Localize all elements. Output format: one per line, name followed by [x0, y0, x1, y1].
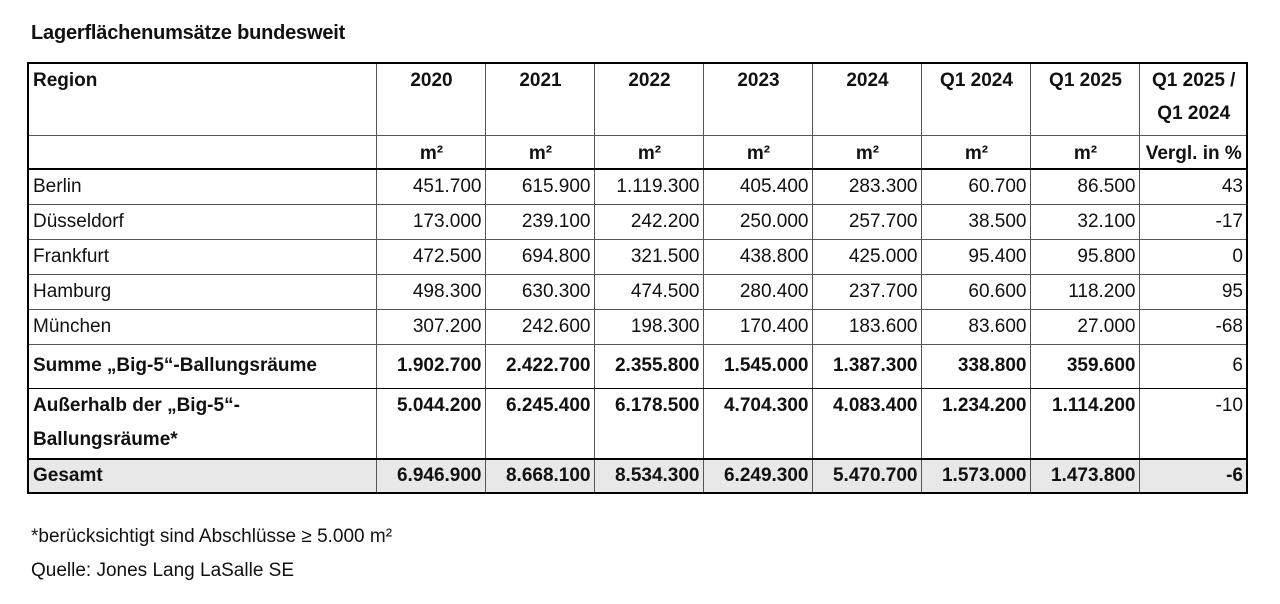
value-cell: 60.600 — [921, 274, 1030, 309]
source-note: Quelle: Jones Lang LaSalle SE — [31, 560, 295, 581]
region-cell: Düsseldorf — [28, 204, 376, 239]
value-cell: 2.422.700 — [485, 344, 594, 388]
value-cell: 170.400 — [703, 309, 812, 344]
value-cell: 4.704.300 — [703, 388, 812, 459]
data-table — [27, 62, 1248, 494]
header-row — [28, 63, 1247, 135]
unit-row — [28, 135, 1247, 169]
table-row — [28, 204, 1247, 239]
value-cell: 250.000 — [703, 204, 812, 239]
region-cell: Gesamt — [28, 459, 376, 493]
value-cell: 5.044.200 — [376, 388, 485, 459]
value-cell: 242.200 — [594, 204, 703, 239]
region-cell: Summe „Big-5“-Ballungsräume — [28, 344, 376, 388]
unit-change: Vergl. in % — [1139, 135, 1247, 169]
value-cell: 237.700 — [812, 274, 921, 309]
header-region: Region — [28, 63, 376, 135]
value-cell: 173.000 — [376, 204, 485, 239]
value-cell: 27.000 — [1030, 309, 1139, 344]
value-cell: 6.946.900 — [376, 459, 485, 493]
header-year: 2020 — [376, 63, 485, 135]
value-cell: 1.473.800 — [1030, 459, 1139, 493]
table-row — [28, 388, 1247, 459]
change-cell: -68 — [1139, 309, 1247, 344]
table-row — [28, 309, 1247, 344]
region-cell: München — [28, 309, 376, 344]
value-cell: 425.000 — [812, 239, 921, 274]
value-cell: 118.200 — [1030, 274, 1139, 309]
header-change-line1: Q1 2025 / — [1152, 70, 1236, 91]
header-change-line2: Q1 2024 — [1157, 103, 1231, 124]
value-cell: 1.545.000 — [703, 344, 812, 388]
unit-cell: m² — [376, 135, 485, 169]
value-cell: 239.100 — [485, 204, 594, 239]
value-cell: 307.200 — [376, 309, 485, 344]
value-cell: 359.600 — [1030, 344, 1139, 388]
value-cell: 95.800 — [1030, 239, 1139, 274]
value-cell: 451.700 — [376, 169, 485, 204]
value-cell: 438.800 — [703, 239, 812, 274]
header-year: 2024 — [812, 63, 921, 135]
value-cell: 4.083.400 — [812, 388, 921, 459]
value-cell: 86.500 — [1030, 169, 1139, 204]
value-cell: 8.534.300 — [594, 459, 703, 493]
value-cell: 280.400 — [703, 274, 812, 309]
value-cell: 6.178.500 — [594, 388, 703, 459]
value-cell: 1.387.300 — [812, 344, 921, 388]
change-cell: 95 — [1139, 274, 1247, 309]
table-row — [28, 344, 1247, 388]
value-cell: 183.600 — [812, 309, 921, 344]
table-row — [28, 239, 1247, 274]
table-row — [28, 169, 1247, 204]
unit-cell: m² — [594, 135, 703, 169]
region-cell: Außerhalb der „Big-5“-Ballungsräume* — [28, 388, 376, 459]
value-cell: 5.470.700 — [812, 459, 921, 493]
change-cell: 43 — [1139, 169, 1247, 204]
value-cell: 283.300 — [812, 169, 921, 204]
change-cell: 6 — [1139, 344, 1247, 388]
table-row — [28, 459, 1247, 493]
header-quarter: Q1 2025 — [1030, 63, 1139, 135]
value-cell: 474.500 — [594, 274, 703, 309]
value-cell: 257.700 — [812, 204, 921, 239]
unit-empty — [28, 135, 376, 169]
value-cell: 615.900 — [485, 169, 594, 204]
region-cell: Berlin — [28, 169, 376, 204]
value-cell: 32.100 — [1030, 204, 1139, 239]
header-year: 2023 — [703, 63, 812, 135]
value-cell: 6.249.300 — [703, 459, 812, 493]
value-cell: 95.400 — [921, 239, 1030, 274]
change-cell: -17 — [1139, 204, 1247, 239]
value-cell: 198.300 — [594, 309, 703, 344]
unit-cell: m² — [703, 135, 812, 169]
change-cell: -6 — [1139, 459, 1247, 493]
value-cell: 242.600 — [485, 309, 594, 344]
unit-cell: m² — [812, 135, 921, 169]
header-change — [1139, 63, 1247, 135]
value-cell: 1.119.300 — [594, 169, 703, 204]
value-cell: 498.300 — [376, 274, 485, 309]
unit-cell: m² — [485, 135, 594, 169]
notes — [31, 520, 392, 588]
table-row — [28, 274, 1247, 309]
table-title: Lagerflächenumsätze bundesweit — [31, 22, 346, 44]
header-year: 2022 — [594, 63, 703, 135]
value-cell: 1.902.700 — [376, 344, 485, 388]
value-cell: 8.668.100 — [485, 459, 594, 493]
region-cell: Frankfurt — [28, 239, 376, 274]
unit-cell: m² — [921, 135, 1030, 169]
value-cell: 1.114.200 — [1030, 388, 1139, 459]
header-quarter: Q1 2024 — [921, 63, 1030, 135]
value-cell: 6.245.400 — [485, 388, 594, 459]
value-cell: 338.800 — [921, 344, 1030, 388]
value-cell: 2.355.800 — [594, 344, 703, 388]
value-cell: 38.500 — [921, 204, 1030, 239]
value-cell: 472.500 — [376, 239, 485, 274]
value-cell: 405.400 — [703, 169, 812, 204]
value-cell: 60.700 — [921, 169, 1030, 204]
header-year: 2021 — [485, 63, 594, 135]
change-cell: 0 — [1139, 239, 1247, 274]
value-cell: 1.234.200 — [921, 388, 1030, 459]
value-cell: 83.600 — [921, 309, 1030, 344]
value-cell: 1.573.000 — [921, 459, 1030, 493]
change-cell: -10 — [1139, 388, 1247, 459]
footnote: *berücksichtigt sind Abschlüsse ≥ 5.000 m² — [31, 526, 393, 547]
value-cell: 694.800 — [485, 239, 594, 274]
value-cell: 321.500 — [594, 239, 703, 274]
unit-cell: m² — [1030, 135, 1139, 169]
value-cell: 630.300 — [485, 274, 594, 309]
region-cell: Hamburg — [28, 274, 376, 309]
